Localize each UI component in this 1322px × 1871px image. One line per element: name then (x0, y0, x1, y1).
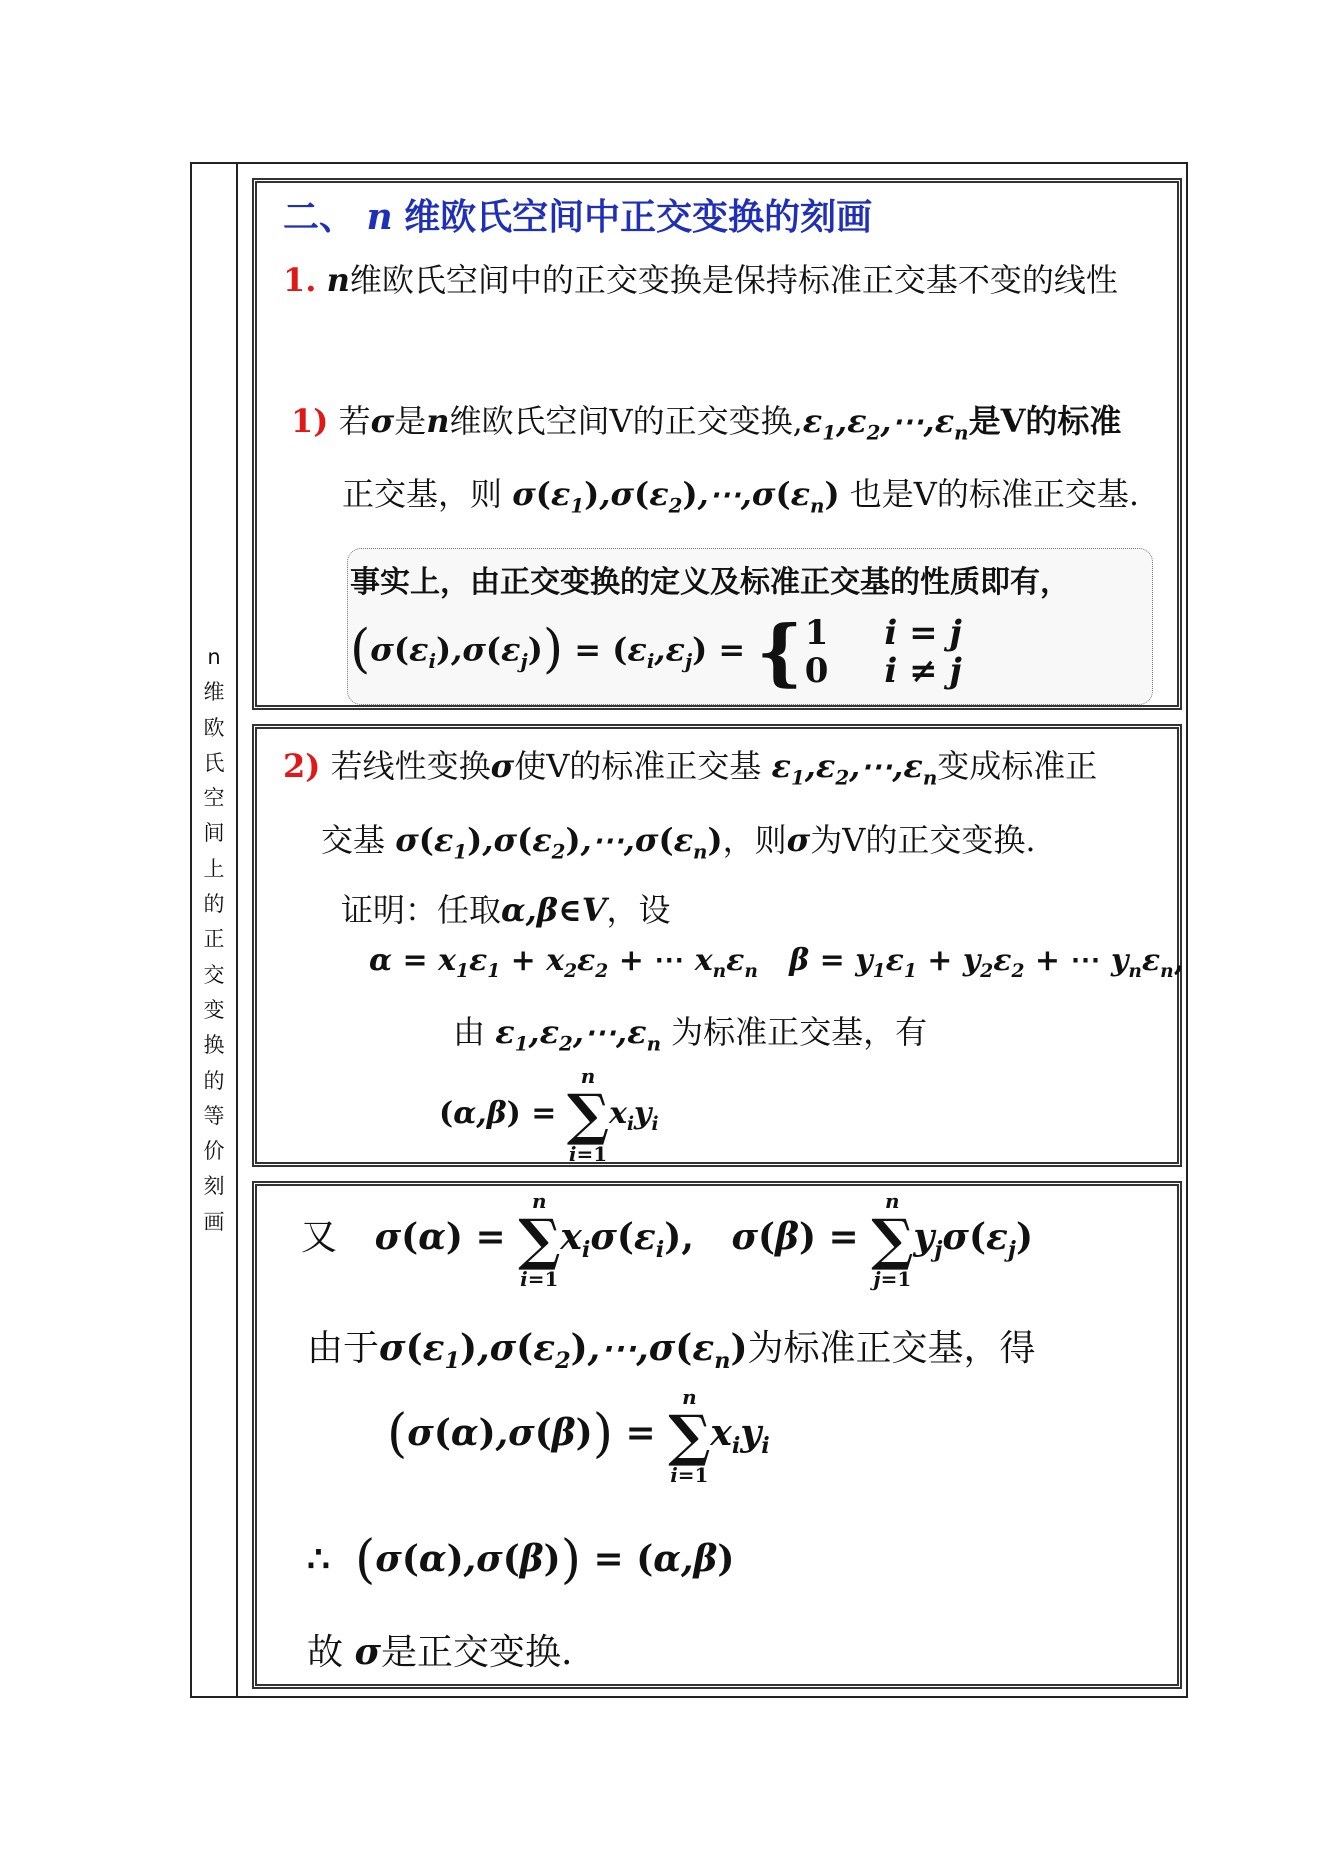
sub-item-2-line-1: 2) 若线性变换σ使V的标准正交基 $\varepsilon_1,\varepsilon_2,\cdots,\varepsilon_n$变成标准正 (283, 747, 1098, 790)
inner-product-equation: $(\sigma(\varepsilon_i),\sigma(\varepsilon_j)) = (\varepsilon_i,\varepsilon_j)$ = { 1 i = j 0 i ≠ j (350, 613, 978, 691)
sidebar-char: 交 (203, 962, 225, 987)
note-box (347, 548, 1153, 705)
since-line: 由于$\sigma(\varepsilon_1),\sigma(\varepsilon_2),\cdots,\sigma(\varepsilon_n)$为标准正交基，得 (307, 1327, 1036, 1375)
sub-item-1-line-1: 1) 若σ是n维欧氏空间V的正交变换$,\varepsilon_1,\varepsilon_2,\cdots,\varepsilon_n$是V的标准 (291, 402, 1122, 445)
sidebar-char: 价 (203, 1139, 225, 1164)
section-box-2 (252, 724, 1185, 1167)
sub-item-2-line-2: 交基 $\sigma(\varepsilon_1),\sigma(\varepsilon_2),\cdots,\sigma(\varepsilon_n)$，则σ为V的正交变换. (321, 821, 1036, 864)
item-1: 1. n维欧氏空间中的正交变换是保持标准正交基不变的线性 (283, 261, 1118, 299)
note-text: 事实上，由正交变换的定义及标准正交基的性质即有， (350, 565, 1070, 600)
sidebar-char: 画 (203, 1209, 225, 1234)
cases-table: 1 i = j 0 i ≠ j (804, 613, 962, 691)
vector-expansion: $\alpha = x_1\varepsilon_1 + x_2\varepsilon_2$ + ⋯ $x_n\varepsilon_n$ $\beta = y_1\varepsilon_1 + y_2\varepsilon_2$ + ⋯ $y_n\varepsilon_n$, (369, 943, 1185, 982)
sidebar-char: 的 (203, 892, 225, 917)
sidebar-char: 维 (203, 680, 225, 705)
sidebar-char: 欧 (203, 715, 225, 740)
therefore-line: ∴ (σ(α),σ(β)) = (α,β) (307, 1530, 735, 1590)
sidebar-char: 等 (203, 1103, 225, 1128)
section-heading: 二、 n 维欧氏空间中正交变换的刻画 (283, 196, 873, 238)
section-box-3 (252, 1181, 1182, 1689)
sidebar-char: 变 (203, 997, 225, 1022)
conclusion-line: 故 σ是正交变换. (307, 1631, 573, 1673)
sidebar-char: 空 (203, 786, 225, 811)
basis-line: 由 $\varepsilon_1,\varepsilon_2,\cdots,\varepsilon_n$ 为标准正交基，有 (453, 1013, 928, 1056)
page-table (190, 162, 1188, 1698)
sidebar-char: 换 (203, 1033, 225, 1058)
sidebar-char: 间 (203, 821, 225, 846)
sidebar-char: 氏 (203, 750, 225, 775)
sidebar-cell (192, 164, 238, 1696)
sidebar-char: n (207, 645, 221, 669)
sigma-expansion: 又 σ(α) = n ∑ i=1 $x_i\sigma(\varepsilon_i)$, σ(β) = n ∑ j=1 $y_j\sigma(\varepsilon_j)$ (301, 1189, 1034, 1291)
sidebar-char: 的 (203, 1068, 225, 1093)
sidebar-title (192, 640, 236, 1240)
inner-product-sum: (α,β) = n ∑ i=1 $x_iy_i$ (439, 1064, 659, 1166)
section-box-1 (252, 178, 1182, 710)
sidebar-char: 正 (203, 927, 225, 952)
sigma-inner-product: (σ(α),σ(β)) = n ∑ i=1 $x_iy_i$ (387, 1385, 770, 1487)
proof-line: 证明：任取α,β∈V，设 (341, 891, 671, 929)
sidebar-char: 刻 (203, 1174, 225, 1199)
sub-item-1-line-2: 正交基，则 $\sigma(\varepsilon_1),\sigma(\varepsilon_2),\cdots,\sigma(\varepsilon_n)$ 也是V的标准正交基. (342, 475, 1140, 518)
sidebar-char: 上 (203, 856, 225, 881)
